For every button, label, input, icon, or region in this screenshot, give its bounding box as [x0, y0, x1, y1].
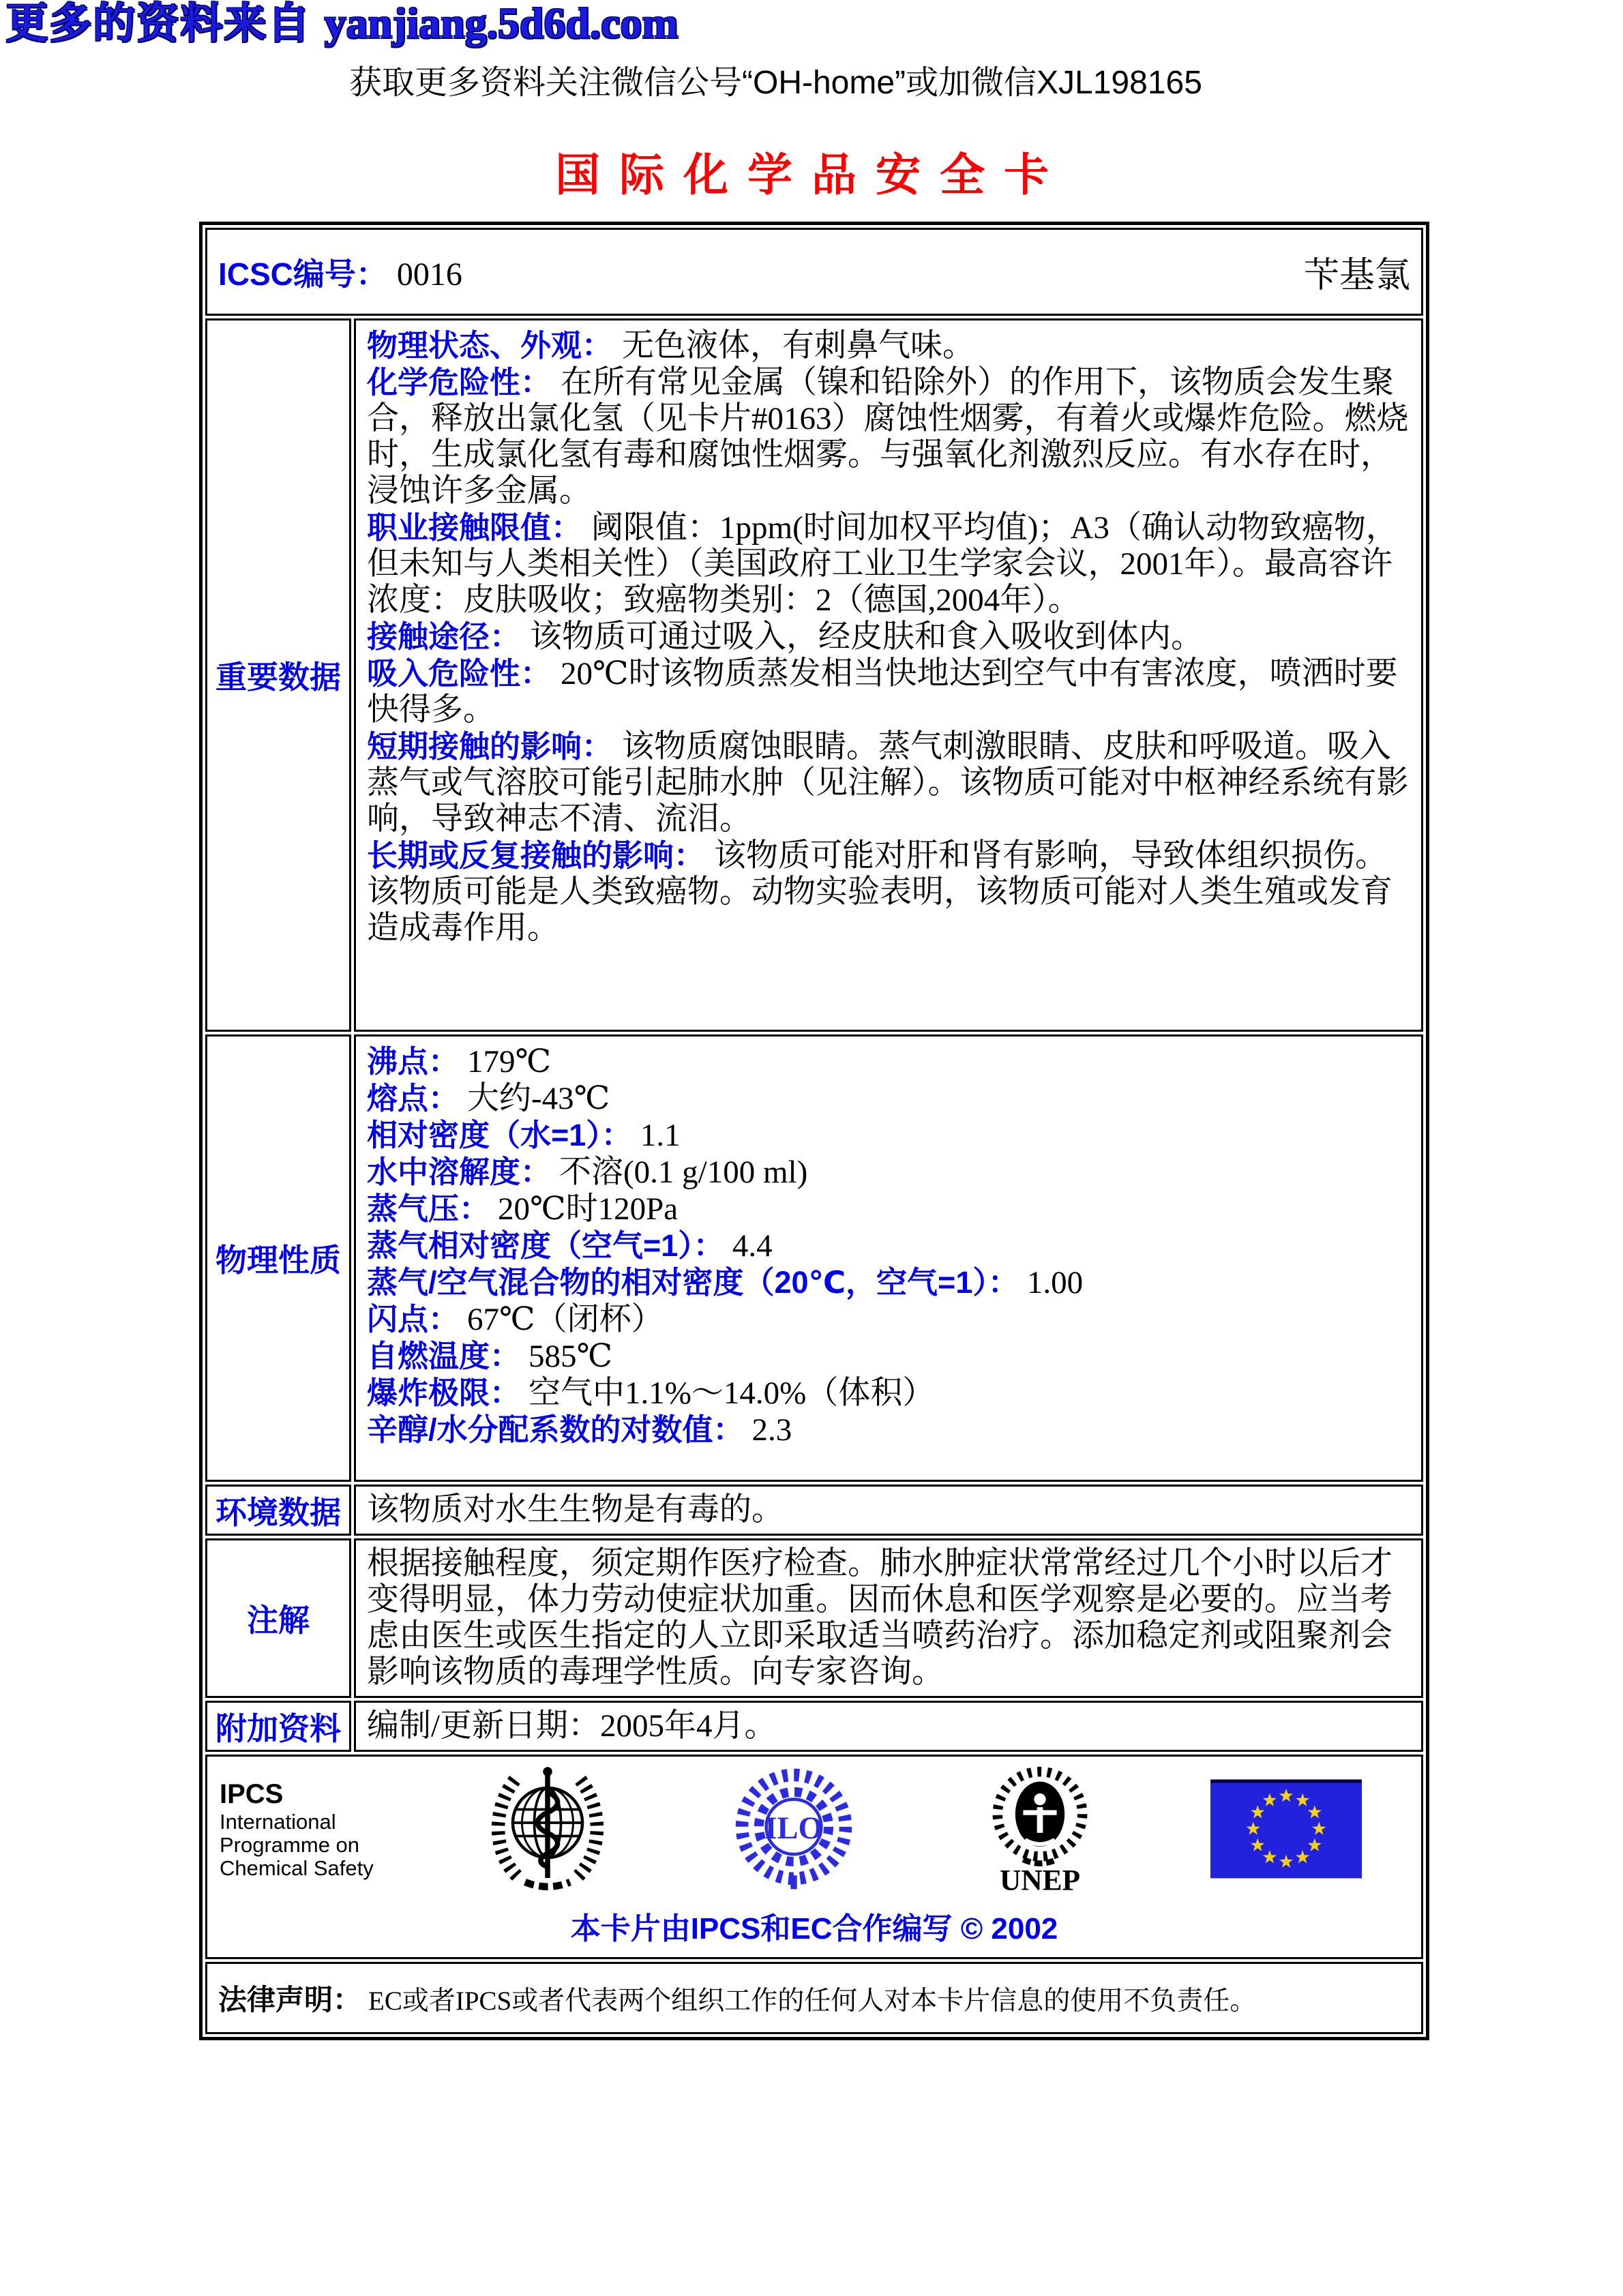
who-logo-slot: [424, 1763, 670, 1894]
property-line: 沸点： 179℃: [367, 1044, 552, 1079]
safety-card: [199, 222, 1429, 2040]
ipcs-subtitle-line: International: [220, 1810, 336, 1834]
property-line: 蒸气压： 20℃时120Pa: [367, 1191, 679, 1227]
physical-properties-content: [354, 1034, 1423, 1482]
legal-notice-label: 法律声明：: [218, 1984, 362, 2016]
ilo-letters: ILO: [764, 1810, 823, 1846]
who-logo: [486, 1763, 610, 1894]
property-line: 自燃温度： 585℃: [367, 1339, 613, 1374]
icsc-number-group: [218, 250, 462, 295]
notes-row: [205, 1538, 1423, 1698]
ipcs-subtitle-line: Programme on: [220, 1833, 360, 1857]
promo-banner-domain: yanjiang.5d6d.com: [324, 0, 679, 47]
row-label-additional-info: 附加资料: [205, 1701, 351, 1752]
row-label-environment-data: 环境数据: [205, 1485, 351, 1536]
property-line: 辛醇/水分配系数的对数值： 2.3: [367, 1412, 792, 1448]
ilo-logo: [730, 1765, 857, 1892]
additional-info-row: [205, 1701, 1423, 1752]
important-entry: 化学危险性： 在所有常见金属（镍和铅除外）的作用下，该物质会发生聚合，释放出氯化氢（见卡片#0163）腐蚀性烟雾，有着火或爆炸危险。燃烧时，生成氯化氢有毒和腐蚀性烟雾。与强氧化剂激烈反应。有水存在时，浸蚀许多金属。: [367, 365, 1409, 509]
icsc-header-cell: [205, 228, 1423, 316]
important-data-content: [354, 318, 1423, 1032]
safety-card-table: [203, 225, 1426, 2037]
logos-cell: [205, 1755, 1423, 1959]
eu-flag-slot: [1163, 1778, 1409, 1879]
important-entry: 物理状态、外观： 无色液体，有刺鼻气味。: [367, 328, 975, 363]
legal-notice-text: EC或者IPCS或者代表两个组织工作的任何人对本卡片信息的使用不负责任。: [368, 1986, 1257, 2016]
important-entry: 吸入危险性： 20℃时该物质蒸发相当快地达到空气中有害浓度，喷洒时要快得多。: [367, 656, 1398, 728]
property-line: 相对密度（水=1）： 1.1: [367, 1118, 681, 1153]
logos-row: [205, 1755, 1423, 1959]
unep-logo-slot: [917, 1765, 1163, 1893]
physical-properties-row: [205, 1034, 1423, 1482]
legal-notice-cell: [205, 1962, 1423, 2034]
promo-banner: [5, 0, 678, 46]
row-label-important-data: 重要数据: [205, 318, 351, 1032]
notes-content: 根据接触程度，须定期作医疗检查。肺水肿症状常常经过几个小时以后才变得明显，体力劳动使症状加重。因而休息和医学观察是必要的。应当考虑由医生或医生指定的人立即采取适当喷药治疗。添加稳定剂或阻聚剂会影响该物质的毒理学性质。向专家咨询。: [354, 1538, 1423, 1698]
eu-flag: [1210, 1778, 1362, 1879]
logos-strip: [220, 1763, 1409, 1894]
important-entry: 短期接触的影响： 该物质腐蚀眼睛。蒸气刺激眼睛、皮肤和呼吸道。吸入蒸气或气溶胶可能引起肺水肿（见注解）。该物质可能对中枢神经系统有影响，导致神志不清、流泪。: [367, 729, 1409, 837]
promo-banner-text: 更多的资料来自: [5, 0, 325, 47]
important-entry: 接触途径： 该物质可通过吸入，经皮肤和食入吸收到体内。: [367, 619, 1204, 655]
property-line: 爆炸极限： 空气中1.1%～14.0%（体积）: [367, 1375, 935, 1411]
ipcs-wordmark: [220, 1778, 424, 1880]
icsc-number-value: 0016: [396, 256, 462, 293]
row-label-physical-properties: 物理性质: [205, 1034, 351, 1482]
chemical-name: 苄基氯: [1303, 256, 1410, 295]
important-entry: 职业接触限值： 阈限值：1ppm(时间加权平均值)；A3（确认动物致癌物，但未知与人类相关性）（美国政府工业卫生学家会议，2001年）。最高容许浓度：皮肤吸收；致癌物类别：2（德国,2004年）。: [367, 510, 1398, 618]
icsc-header-row: [205, 228, 1423, 316]
environment-data-content: 该物质对水生生物是有毒的。: [354, 1485, 1423, 1536]
property-line: 熔点： 大约-43℃: [367, 1081, 610, 1116]
property-line: 蒸气相对密度（空气=1）： 4.4: [367, 1228, 773, 1264]
ilo-logo-slot: [670, 1765, 917, 1892]
environment-data-row: [205, 1485, 1423, 1536]
important-data-row: [205, 318, 1423, 1032]
property-line: 蒸气/空气混合物的相对密度（20℃，空气=1）： 1.00: [367, 1265, 1084, 1300]
property-line: 水中溶解度： 不溶(0.1 g/100 ml): [367, 1154, 808, 1190]
property-line: 闪点： 67℃（闭杯）: [367, 1302, 664, 1337]
icsc-number-label: ICSC编号：: [218, 256, 387, 292]
additional-info-content: 编制/更新日期：2005年4月。: [354, 1701, 1423, 1752]
legal-notice-row: [205, 1962, 1423, 2034]
cooperation-caption: 本卡片由IPCS和EC合作编写 © 2002: [570, 1912, 1058, 1945]
important-entry: 长期或反复接触的影响： 该物质可能对肝和肾有影响，导致体组织损伤。该物质可能是人类致癌物。动物实验表明，该物质可能对人类生殖或发育造成毒作用。: [367, 838, 1393, 946]
wechat-banner-text: 获取更多资料关注微信公号“OH-home”或加微信XJL198165: [349, 65, 1202, 101]
unep-logo: [985, 1765, 1095, 1893]
row-label-notes: 注解: [205, 1538, 351, 1698]
ipcs-title: IPCS: [220, 1779, 284, 1809]
page-title: 国际化学品安全卡: [555, 151, 1068, 200]
ipcs-subtitle-line: Chemical Safety: [220, 1856, 374, 1880]
unep-letters: UNEP: [999, 1864, 1080, 1893]
